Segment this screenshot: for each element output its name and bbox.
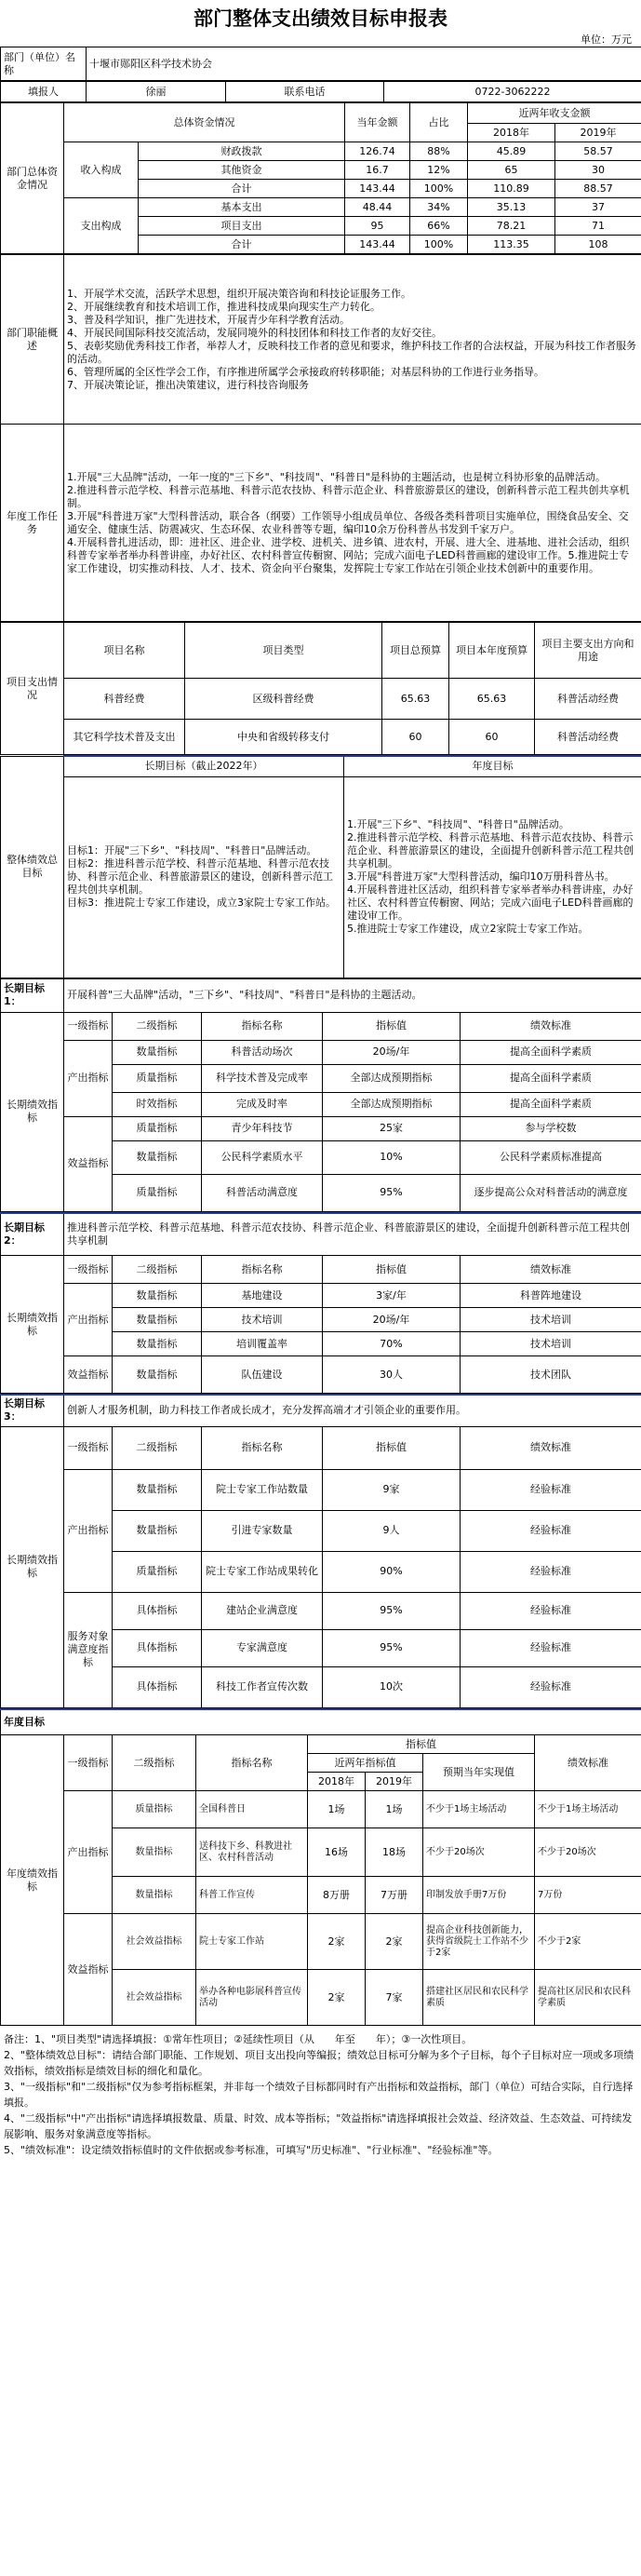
funds-row-2018: 65 <box>468 161 555 180</box>
indicator-l1: 产出指标 <box>64 1469 113 1592</box>
funds-row-amount: 143.44 <box>345 180 410 198</box>
indicator-l2: 质量指标 <box>113 1064 202 1092</box>
funds-row-amount: 95 <box>345 217 410 236</box>
indicator-std: 技术团队 <box>461 1356 641 1394</box>
indicator-name: 技术培训 <box>202 1308 323 1332</box>
year-goal-text: 1.开展"三下乡"、"科技周"、"科普日"品牌活动。 2.推进科普示范学校、科普示范基地、科普示范农技协、科普示范企业、科普旅游景区的建设，全面提升创新科普示范工程共创共享机制。 3.开展"科普进万家"大型科普活动，编印10万册科普丛书。 4.开展科普进社区活动，组织科普专家举者举办科普讲座，办好社区、农村科普宣传橱窗、网站；完成六面电子LED科普画廊的建设审工作。 5.推进院士专家工作建设，成立2家院士专家工作站。 <box>344 776 641 978</box>
funds-row-name: 合计 <box>139 236 345 254</box>
long-goal-2-table <box>0 1212 641 1395</box>
indicator-2019: 1场 <box>366 1791 423 1828</box>
funds-row-ratio: 34% <box>410 198 468 217</box>
indicator-std: 科普阵地建设 <box>461 1284 641 1308</box>
indicator-l2: 社会效益指标 <box>113 1914 196 1970</box>
indicator-l2: 数量指标 <box>113 1140 202 1174</box>
indicator-name: 完成及时率 <box>202 1092 323 1116</box>
annual-head: 年度目标 <box>1 1709 641 1735</box>
long-goal-2-label: 长期绩效指标 <box>1 1256 64 1394</box>
col-std-header: 绩效标准 <box>535 1735 641 1791</box>
project-name: 科普经费 <box>64 679 185 720</box>
funds-row-2019: 58.57 <box>555 142 641 161</box>
indicator-std: 参与学校数 <box>461 1116 641 1140</box>
functions-text: 1、开展学术交流，活跃学术思想，组织开展决策咨询和科技论证服务工作。 2、开展继续教育和技术培训工作，推进科技成果向现实生产力转化。 3、普及科学知识，推广先进技术，开展青少年科学教育活动。 4、开展民间国际科技交流活动，发展同境外的科技团体和科技工作者的友好交往。 5、表彰奖励优秀科技工作者，举荐人才，反映科技工作者的意见和要求，维护科技工作者的合法权益，开展为科技工作者服务的活动。 6、管理所属的全区性学会工作，有序推进所属学会承接政府转移职能；对基层科协的工作进行业务指导。 7、开展决策论证，推出决策建议，进行科技咨询服务 <box>64 255 641 425</box>
indicator-value: 30人 <box>323 1356 461 1394</box>
indicator-l1: 产出指标 <box>64 1791 113 1914</box>
filler-table <box>0 81 641 102</box>
indicator-value: 95% <box>323 1629 461 1666</box>
indicator-value: 全部达成预期指标 <box>323 1064 461 1092</box>
indicator-l2: 质量指标 <box>113 1116 202 1140</box>
indicator-value: 70% <box>323 1332 461 1356</box>
projects-name-header: 项目名称 <box>64 623 185 679</box>
indicator-l1: 产出指标 <box>64 1040 113 1116</box>
funds-row-amount: 48.44 <box>345 198 410 217</box>
indicator-l2: 具体指标 <box>113 1666 202 1707</box>
funds-row-2018: 113.35 <box>468 236 555 254</box>
projects-total-header: 项目总预算 <box>382 623 449 679</box>
indicator-std: 经验标准 <box>461 1629 641 1666</box>
annual-table <box>0 1708 641 2027</box>
funds-row-2019: 108 <box>555 236 641 254</box>
indicator-std: 技术培训 <box>461 1332 641 1356</box>
indicator-l2: 数量指标 <box>113 1510 202 1551</box>
indicator-value: 10% <box>323 1140 461 1174</box>
indicator-l2: 社会效益指标 <box>113 1970 196 2026</box>
indicator-name: 院士专家工作站数量 <box>202 1469 323 1510</box>
indicator-std: 提高全面科学素质 <box>461 1064 641 1092</box>
col-name-header: 指标名称 <box>196 1735 308 1791</box>
indicator-2019: 7万册 <box>366 1877 423 1914</box>
year-goal-header: 年度目标 <box>344 756 641 776</box>
long-goal-1-table <box>0 978 641 1212</box>
functions-label: 部门职能概述 <box>1 255 64 425</box>
filler-value: 徐丽 <box>87 82 226 102</box>
indicator-name: 科普活动场次 <box>202 1040 323 1064</box>
col-l1-header: 一级指标 <box>64 1256 113 1284</box>
indicator-expect: 提高企业科技创新能力，获得省级院士工作站不少于2家 <box>423 1914 535 1970</box>
indicator-name: 科学技术普及完成率 <box>202 1064 323 1092</box>
col-std-header: 绩效标准 <box>461 1256 641 1284</box>
indicator-expect: 不少于20场次 <box>423 1828 535 1877</box>
dept-name: 十堰市郧阳区科学技术协会 <box>87 47 641 81</box>
projects-label: 项目支出情况 <box>1 623 64 755</box>
note-item: 4、"二级指标"中"产出指标"请选择填报数量、质量、时效、成本等指标；"效益指标"请选择填报社会效益、经济效益、生态效益、可持续发展影响、服务对象满意度等指标。 <box>4 2112 633 2140</box>
indicator-2019: 7家 <box>366 1970 423 2026</box>
indicator-l2: 数量指标 <box>113 1332 202 1356</box>
indicator-name: 科技工作者宣传次数 <box>202 1666 323 1707</box>
report-title: 部门整体支出绩效目标申报表 <box>194 7 447 30</box>
indicator-std: 经验标准 <box>461 1510 641 1551</box>
col-l2-header: 二级指标 <box>113 1735 196 1791</box>
indicator-l2: 质量指标 <box>113 1791 196 1828</box>
indicator-name: 培训覆盖率 <box>202 1332 323 1356</box>
indicator-name: 送科技下乡、科教进社区、农村科普活动 <box>196 1828 308 1877</box>
funds-row-ratio: 66% <box>410 217 468 236</box>
funds-row-ratio: 88% <box>410 142 468 161</box>
indicator-l2: 时效指标 <box>113 1092 202 1116</box>
col-l1-header: 一级指标 <box>64 1426 113 1469</box>
col-name-header: 指标名称 <box>202 1256 323 1284</box>
annual-2019-header: 2019年 <box>366 1773 423 1791</box>
tasks-label: 年度工作任务 <box>1 425 64 622</box>
indicator-name: 建站企业满意度 <box>202 1592 323 1629</box>
projects-type-header: 项目类型 <box>185 623 382 679</box>
project-type: 中央和省级转移支付 <box>185 720 382 755</box>
indicator-value: 95% <box>323 1174 461 1211</box>
indicator-name: 专家满意度 <box>202 1629 323 1666</box>
note-item: 5、"绩效标准"：设定绩效指标值时的文件依据或参考标准，可填写"历史标准"、"行业标准"、"经验标准"等。 <box>4 2144 499 2156</box>
indicator-2018: 8万册 <box>308 1877 366 1914</box>
funds-2019-header: 2019年 <box>555 124 641 142</box>
project-purpose: 科普活动经费 <box>535 720 641 755</box>
project-year: 65.63 <box>449 679 535 720</box>
indicator-name: 青少年科技节 <box>202 1116 323 1140</box>
indicator-l2: 数量指标 <box>113 1284 202 1308</box>
col-l1-header: 一级指标 <box>64 1012 113 1040</box>
note-item: 备注：1、"项目类型"请选择填报：①常年性项目；②延续性项目（从 年至 年）；③一次性项目。 <box>4 2033 473 2045</box>
indicator-std: 提高全面科学素质 <box>461 1040 641 1064</box>
notes-section <box>0 2026 641 2164</box>
funds-row-2019: 37 <box>555 198 641 217</box>
indicator-value: 95% <box>323 1592 461 1629</box>
annual-past-header: 近两年指标值 <box>308 1754 423 1773</box>
long-goal-1-head: 长期目标1： <box>1 978 64 1012</box>
indicator-l2: 具体指标 <box>113 1629 202 1666</box>
indicator-l1: 产出指标 <box>64 1284 113 1356</box>
indicator-l2: 数量指标 <box>113 1356 202 1394</box>
indicator-expect: 印制发放手册7万份 <box>423 1877 535 1914</box>
indicator-l2: 数量指标 <box>113 1308 202 1332</box>
indicator-name: 引进专家数量 <box>202 1510 323 1551</box>
expense-label: 支出构成 <box>64 198 139 254</box>
col-l2-header: 二级指标 <box>113 1426 202 1469</box>
phone-label: 联系电话 <box>226 82 384 102</box>
project-purpose: 科普活动经费 <box>535 679 641 720</box>
indicator-std: 不少于20场次 <box>535 1828 641 1877</box>
funds-row-amount: 126.74 <box>345 142 410 161</box>
funds-row-2018: 35.13 <box>468 198 555 217</box>
projects-year-header: 项目本年度预算 <box>449 623 535 679</box>
indicator-std: 7万份 <box>535 1877 641 1914</box>
indicator-std: 提高社区居民和农民科学素质 <box>535 1970 641 2026</box>
indicator-value: 20场/年 <box>323 1040 461 1064</box>
annual-expect-header: 预期当年实现值 <box>423 1754 535 1791</box>
note-item: 2、"整体绩效总目标"：请结合部门职能、工作规划、项目支出投向等编报；绩效总目标可分解为多个子目标，每个子目标对应一项或多项绩效指标，绩效指标是绩效目标的细化和量化。 <box>4 2049 634 2077</box>
header-table <box>0 47 641 81</box>
col-std-header: 绩效标准 <box>461 1012 641 1040</box>
indicator-l1: 效益指标 <box>64 1116 113 1211</box>
long-goal-3-label: 长期绩效指标 <box>1 1426 64 1707</box>
project-total: 65.63 <box>382 679 449 720</box>
indicator-l2: 数量指标 <box>113 1877 196 1914</box>
indicator-l2: 数量指标 <box>113 1828 196 1877</box>
indicator-std: 公民科学素质标准提高 <box>461 1140 641 1174</box>
indicator-name: 院士专家工作站成果转化 <box>202 1551 323 1592</box>
funds-row-2019: 71 <box>555 217 641 236</box>
col-std-header: 绩效标准 <box>461 1426 641 1469</box>
indicator-std: 不少于1场主场活动 <box>535 1791 641 1828</box>
indicator-2018: 2家 <box>308 1970 366 2026</box>
col-name-header: 指标名称 <box>202 1426 323 1469</box>
col-l1-header: 一级指标 <box>64 1735 113 1791</box>
long-goal-3-head: 长期目标3： <box>1 1395 64 1426</box>
funds-row-2018: 78.21 <box>468 217 555 236</box>
goals-table <box>0 755 641 978</box>
long-goal-3-desc: 创新人才服务机制，助力科技工作者成长成才，充分发挥高端才才引领企业的重要作用。 <box>64 1395 641 1426</box>
long-goal-3-table <box>0 1394 641 1708</box>
funds-row-2019: 30 <box>555 161 641 180</box>
indicator-value: 90% <box>323 1551 461 1592</box>
funds-row-ratio: 100% <box>410 236 468 254</box>
long-goal-2-desc: 推进科普示范学校、科普示范基地、科普示范农技协、科普示范企业、科普旅游景区的建设，全面提升创新科普示范工程共创共享机制 <box>64 1213 641 1256</box>
project-year: 60 <box>449 720 535 755</box>
indicator-l1: 效益指标 <box>64 1914 113 2026</box>
long-goal-header: 长期目标（截止2022年） <box>64 756 344 776</box>
annual-value-header: 指标值 <box>308 1735 535 1754</box>
funds-row-name: 基本支出 <box>139 198 345 217</box>
unit-label: 单位：万元 <box>581 34 632 46</box>
funds-row-ratio: 12% <box>410 161 468 180</box>
funds-row-2018: 45.89 <box>468 142 555 161</box>
project-total: 60 <box>382 720 449 755</box>
tasks-text: 1.开展"三大品牌"活动，一年一度的"三下乡"、"科技周"、"科普日"是科协的主题活动，也是树立科协形象的品牌活动。 2.推进科普示范学校、科普示范基地、科普示范农技协、科普示范企业、科普旅游景区的建设，创新科普示范工程共创共享机制。 3.开展"科普进万家"大型科普活动，联合各（纲要）工作领导小组成员单位、各级各类科普项目实施单位，围绕食品安全、交通安全、健康生活、防震减灾、生态环保、农业科普等专题，编印10余万份科普丛书发到千家万户。 4.开展科普扎进活动，即：进社区、进企业、进学校、进机关、进乡镇、进农村，开展、进大全、进基地、进社会活动，组织科普专家举者举办科普讲座，办好社区、农村科普宣传橱窗、网站；完成六面电子LED科普画廊的建设审工作。5.推进院士专家工作建设，切实推动科技、人才、技术、资金向平台聚集，发挥院士专家工作站在引领企业技术创新中的重要作用。 <box>64 425 641 622</box>
indicator-2018: 1场 <box>308 1791 366 1828</box>
indicator-value: 9人 <box>323 1510 461 1551</box>
funds-row-amount: 143.44 <box>345 236 410 254</box>
indicator-name: 科普活动满意度 <box>202 1174 323 1211</box>
col-name-header: 指标名称 <box>202 1012 323 1040</box>
indicator-std: 经验标准 <box>461 1469 641 1510</box>
goals-label: 整体绩效总目标 <box>1 756 64 978</box>
funds-overall-header: 总体资金情况 <box>64 103 345 142</box>
indicator-std: 经验标准 <box>461 1592 641 1629</box>
indicator-l2: 质量指标 <box>113 1551 202 1592</box>
annual-label: 年度绩效指标 <box>1 1735 64 2026</box>
indicator-2018: 16场 <box>308 1828 366 1877</box>
indicator-std: 逐步提高公众对科普活动的满意度 <box>461 1174 641 1211</box>
indicator-name: 队伍建设 <box>202 1356 323 1394</box>
indicator-name: 科普工作宣传 <box>196 1877 308 1914</box>
filler-label: 填报人 <box>1 82 87 102</box>
col-value-header: 指标值 <box>323 1256 461 1284</box>
indicator-2018: 2家 <box>308 1914 366 1970</box>
phone-value: 0722-3062222 <box>384 82 641 102</box>
funds-section-label: 部门总体资金情况 <box>1 103 64 254</box>
col-value-header: 指标值 <box>323 1426 461 1469</box>
income-label: 收入构成 <box>64 142 139 198</box>
long-goal-text: 目标1：开展"三下乡"、"科技周"、"科普日"品牌活动。 目标2：推进科普示范学校、科普示范基地、科普示范农技协、科普示范企业、科普旅游景区的建设，创新科普示范工程共创共享机制。 目标3：推进院士专家工作建设，成立3家院士专家工作站。 <box>64 776 344 978</box>
funds-row-name: 财政拨款 <box>139 142 345 161</box>
funds-row-2019: 88.57 <box>555 180 641 198</box>
funds-row-ratio: 100% <box>410 180 468 198</box>
indicator-std: 经验标准 <box>461 1551 641 1592</box>
indicator-expect: 搭建社区居民和农民科学素质 <box>423 1970 535 2026</box>
funds-row-name: 合计 <box>139 180 345 198</box>
indicator-2019: 18场 <box>366 1828 423 1877</box>
projects-purpose-header: 项目主要支出方向和用途 <box>535 623 641 679</box>
funds-amount-header: 当年金额 <box>345 103 410 142</box>
indicator-std: 提高全面科学素质 <box>461 1092 641 1116</box>
indicator-name: 院士专家工作站 <box>196 1914 308 1970</box>
indicator-std: 经验标准 <box>461 1666 641 1707</box>
indicator-l2: 质量指标 <box>113 1174 202 1211</box>
note-item: 3、"一级指标"和"二级指标"仅为参考指标框架，并非每一个绩效子目标都同时有产出指标和效益指标，部门（单位）可结合实际，自行选择填报。 <box>4 2081 634 2109</box>
indicator-value: 9家 <box>323 1469 461 1510</box>
indicator-2019: 2家 <box>366 1914 423 1970</box>
indicator-name: 基地建设 <box>202 1284 323 1308</box>
indicator-std: 不少于2家 <box>535 1914 641 1970</box>
long-goal-1-desc: 开展科普"三大品牌"活动，"三下乡"、"科技周"、"科普日"是科协的主题活动。 <box>64 978 641 1012</box>
projects-table <box>0 622 641 755</box>
funds-row-2018: 110.89 <box>468 180 555 198</box>
indicator-l2: 数量指标 <box>113 1040 202 1064</box>
indicator-value: 10次 <box>323 1666 461 1707</box>
indicator-value: 25家 <box>323 1116 461 1140</box>
indicator-name: 全国科普日 <box>196 1791 308 1828</box>
funds-past-header: 近两年收支金额 <box>468 103 641 124</box>
funds-row-name: 项目支出 <box>139 217 345 236</box>
annual-2018-header: 2018年 <box>308 1773 366 1791</box>
indicator-value: 全部达成预期指标 <box>323 1092 461 1116</box>
indicator-value: 20场/年 <box>323 1308 461 1332</box>
indicator-l2: 具体指标 <box>113 1592 202 1629</box>
dept-label: 部门（单位）名称 <box>1 47 87 81</box>
funds-row-amount: 16.7 <box>345 161 410 180</box>
indicator-expect: 不少于1场主场活动 <box>423 1791 535 1828</box>
funds-ratio-header: 占比 <box>410 103 468 142</box>
indicator-name: 举办各种电影展科普宣传活动 <box>196 1970 308 2026</box>
col-l2-header: 二级指标 <box>113 1012 202 1040</box>
indicator-l1: 效益指标 <box>64 1356 113 1394</box>
project-name: 其它科学技术普及支出 <box>64 720 185 755</box>
col-l2-header: 二级指标 <box>113 1256 202 1284</box>
long-goal-2-head: 长期目标2： <box>1 1213 64 1256</box>
indicator-l1: 服务对象满意度指标 <box>64 1592 113 1707</box>
functions-table <box>0 254 641 622</box>
funds-row-name: 其他资金 <box>139 161 345 180</box>
indicator-name: 公民科学素质水平 <box>202 1140 323 1174</box>
col-value-header: 指标值 <box>323 1012 461 1040</box>
indicator-value: 3家/年 <box>323 1284 461 1308</box>
indicator-l2: 数量指标 <box>113 1469 202 1510</box>
indicator-std: 技术培训 <box>461 1308 641 1332</box>
funds-table <box>0 102 641 254</box>
funds-2018-header: 2018年 <box>468 124 555 142</box>
long-goal-1-label: 长期绩效指标 <box>1 1012 64 1211</box>
project-type: 区级科普经费 <box>185 679 382 720</box>
